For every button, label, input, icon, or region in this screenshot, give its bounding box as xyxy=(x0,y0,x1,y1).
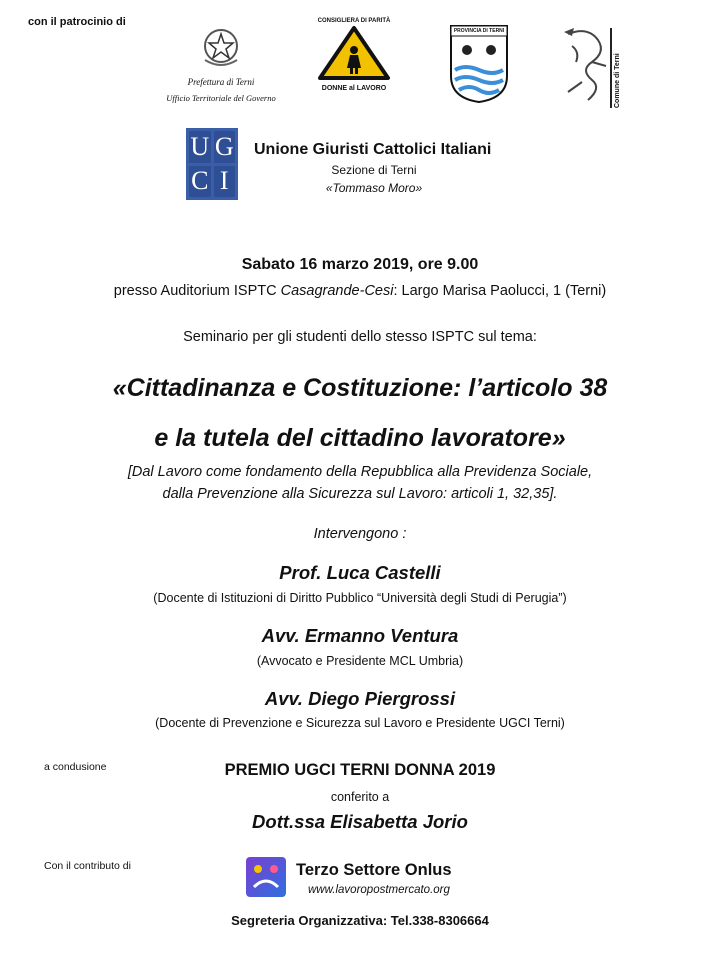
award-title: PREMIO UGCI TERNI DONNA 2019 xyxy=(224,761,496,779)
speaker-role-2: (Avvocato e Presidente MCL Umbria) xyxy=(256,654,464,668)
dragon-icon xyxy=(558,22,616,106)
sponsor-name: Terzo Settore Onlus xyxy=(296,861,452,879)
ugci-letter-c: C xyxy=(189,166,211,198)
venue-post: : Largo Marisa Paolucci, 1 (Terni) xyxy=(393,283,607,299)
title-line-1: «Cittadinanza e Costituzione: l’articolo 38 xyxy=(112,374,608,402)
subtitle-line-1: [Dal Lavoro come fondamento della Repubblica alla Previdenza Sociale, xyxy=(127,464,593,480)
comune-label: Comune di Terni xyxy=(610,28,621,108)
sponsor-url[interactable]: www.lavoropostmercato.org xyxy=(308,884,450,896)
prefettura-line2: Ufficio Territoriale del Governo xyxy=(166,93,276,103)
prefettura-line1: Prefettura di Terni xyxy=(187,77,255,87)
secretariat-contact: Segreteria Organizzativa: Tel.338-8306664 xyxy=(231,913,489,928)
provincia-label: PROVINCIA DI TERNI xyxy=(453,28,505,34)
consigliera-top-label: CONSIGLIERA DI PARITÀ xyxy=(317,18,391,24)
ugci-logo xyxy=(186,128,238,200)
provincia-logo xyxy=(447,24,511,104)
venue-italic: Casagrande-Cesi xyxy=(280,283,394,299)
terzo-settore-logo-icon xyxy=(246,857,286,897)
prefettura-logo xyxy=(165,24,277,104)
italian-emblem-icon xyxy=(165,24,277,72)
speaker-role-1: (Docente di Istituzioni di Diritto Pubblico “Università degli Studi di Perugia”) xyxy=(153,591,567,605)
award-conferred: conferito a xyxy=(330,790,390,804)
patronage-label: con il patrocinio di xyxy=(28,16,126,28)
title-line-2: e la tutela del cittadino lavoratore» xyxy=(154,424,566,452)
ugci-letter-i: I xyxy=(214,166,236,198)
consigliera-logo xyxy=(316,18,392,98)
event-date: Sabato 16 marzo 2019, ore 9.00 xyxy=(241,256,479,273)
seminar-line: Seminario per gli studenti dello stesso ISPTC sul tema: xyxy=(183,329,537,345)
comune-logo xyxy=(558,22,634,106)
speakers-label: Intervengono : xyxy=(313,526,407,542)
ugci-letter-u: U xyxy=(190,131,210,161)
ugci-letter-g: G xyxy=(214,131,234,161)
speaker-name-3: Avv. Diego Piergrossi xyxy=(264,688,456,709)
sponsor-lead: Con il contributo di xyxy=(44,860,131,872)
subtitle-line-2: dalla Prevenzione alla Sicurezza sul Lavoro: articoli 1, 32,35]. xyxy=(162,486,558,502)
org-section: Sezione di Terni xyxy=(331,163,417,177)
org-subtitle: «Tommaso Moro» xyxy=(325,181,423,195)
award-lead: a condusione xyxy=(44,761,107,773)
warning-woman-icon xyxy=(316,24,392,80)
org-name: Unione Giuristi Cattolici Italiani xyxy=(254,141,492,158)
speaker-role-3: (Docente di Prevenzione e Sicurezza sul Lavoro e Presidente UGCI Terni) xyxy=(155,716,565,730)
venue-pre: presso Auditorium ISPTC xyxy=(113,283,281,299)
consigliera-bottom-label: DONNE al LAVORO xyxy=(321,85,387,92)
award-recipient: Dott.ssa Elisabetta Jorio xyxy=(252,811,468,832)
provincia-shield-icon xyxy=(447,24,511,104)
event-venue xyxy=(0,283,720,299)
speaker-name-1: Prof. Luca Castelli xyxy=(279,562,441,583)
speaker-name-2: Avv. Ermanno Ventura xyxy=(261,625,459,646)
